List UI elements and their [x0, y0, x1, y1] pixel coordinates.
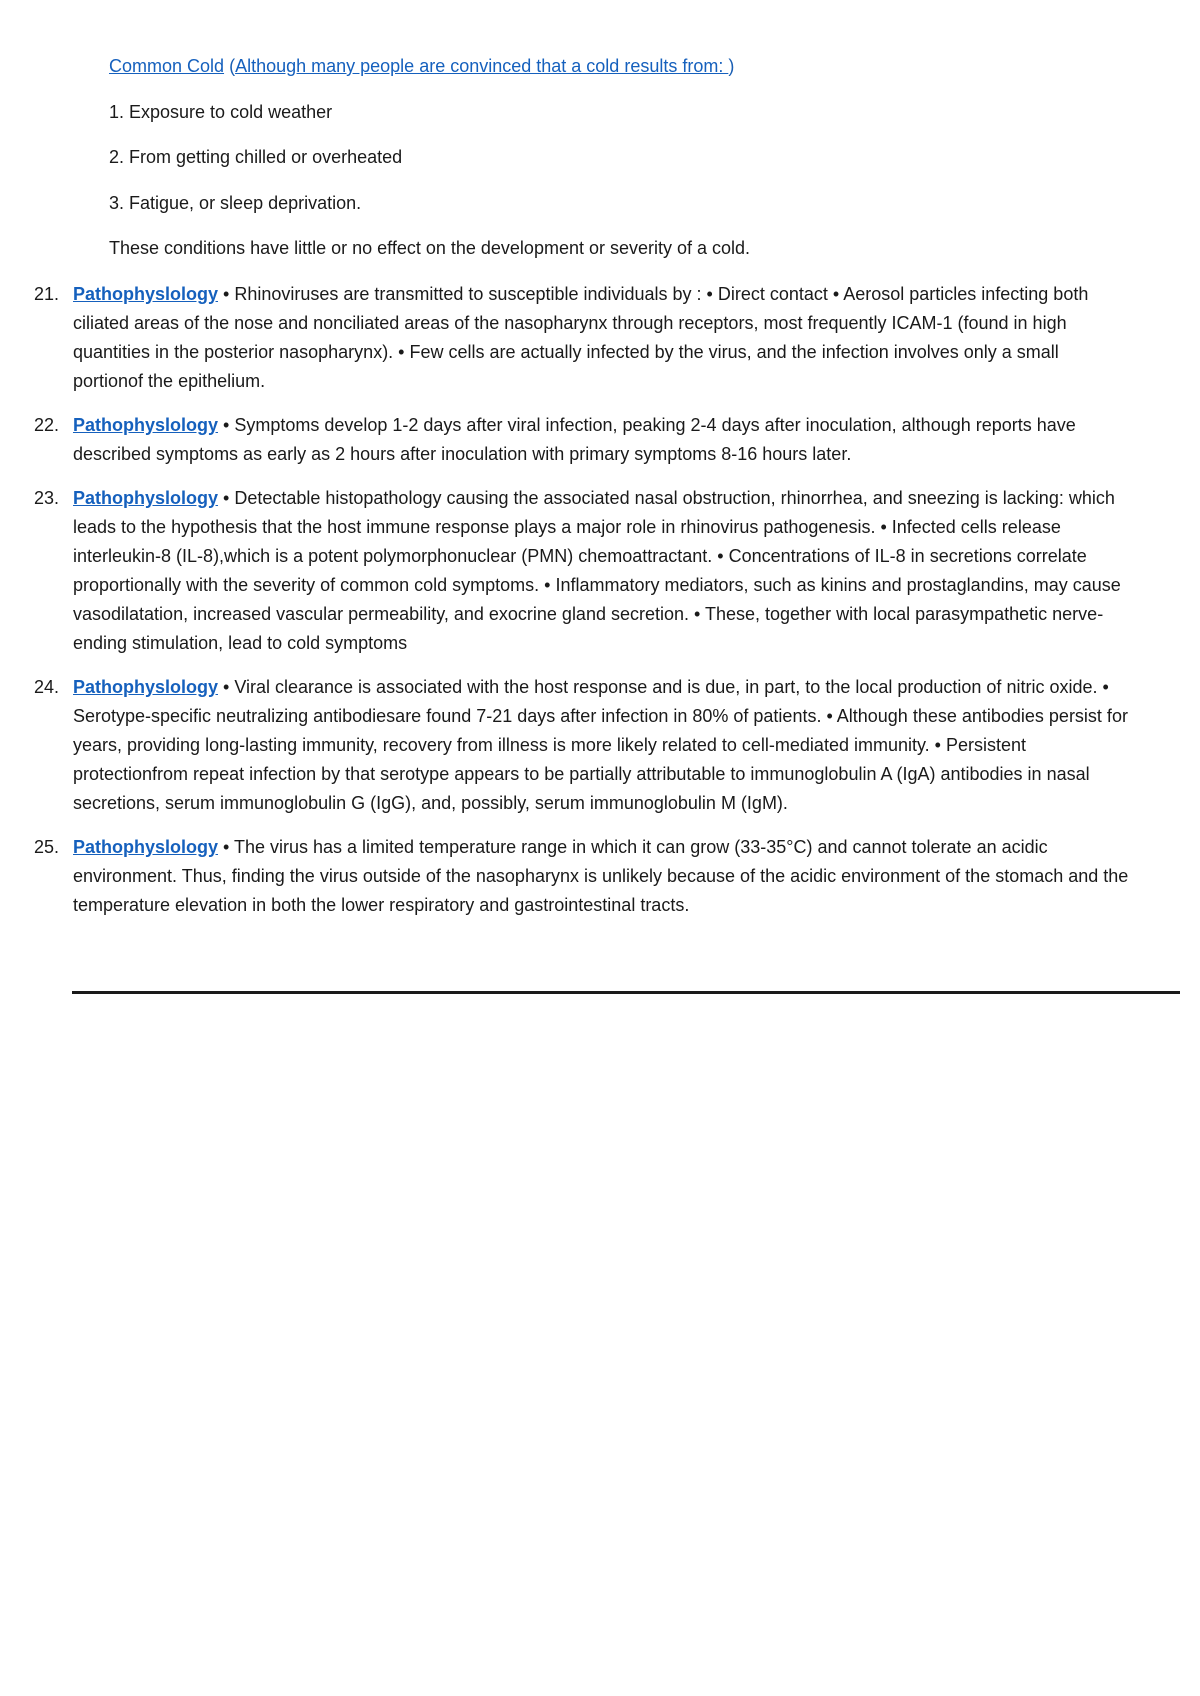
pathophysiology-link[interactable]: Pathophyslology [73, 837, 219, 857]
cause-item: 3. Fatigue, or sleep deprivation. [109, 192, 362, 213]
common-cold-link[interactable]: Common Cold [109, 56, 225, 76]
item-text: • Rhinoviruses are transmitted to susceptible individuals by : • Direct contact • Aerosol particles infecting both ciliated areas of the nose and nonciliated areas of the nasopharynx through receptors, most frequently ICAM-1 (found in high quantities in the posterior nasopharynx). • Few cells are actually infected by the virus, and the infection involves only a small portionof the epithelium. [73, 284, 1089, 391]
open-paren: ( [229, 56, 236, 76]
item-number: 24. [34, 677, 60, 697]
list-item [0, 833, 1200, 920]
list-item [0, 673, 1200, 818]
list-item [0, 484, 1200, 658]
pathophysiology-list [0, 280, 1200, 935]
item-number: 25. [34, 837, 60, 857]
cause-item: 2. From getting chilled or overheated [109, 147, 403, 167]
pathophysiology-link[interactable]: Pathophyslology [73, 488, 219, 508]
pathophysiology-link[interactable]: Pathophyslology [73, 284, 219, 304]
horizontal-rule [72, 991, 1180, 994]
list-item [0, 280, 1200, 396]
close-paren: ) [728, 56, 735, 76]
item-number: 22. [34, 415, 60, 435]
intro-section [109, 52, 1169, 280]
intro-title-line [109, 52, 1169, 81]
item-text: • Symptoms develop 1-2 days after viral infection, peaking 2-4 days after inoculation, although reports have described symptoms as early as 2 hours after inoculation with primary symptoms 8-16 hours later. [73, 415, 1076, 464]
cold-causes-link[interactable]: Although many people are convinced that a cold results from: [235, 56, 729, 76]
pathophysiology-link[interactable]: Pathophyslology [73, 677, 219, 697]
item-text: • The virus has a limited temperature range in which it can grow (33-35°C) and cannot tolerate an acidic environment. Thus, finding the virus outside of the nasopharynx is unlikely because of the acidic environment of the stomach and the temperature elevation in both the lower respiratory and gastrointestinal tracts. [73, 837, 1129, 915]
list-item [0, 411, 1200, 469]
intro-note: These conditions have little or no effect on the development or severity of a cold. [109, 238, 751, 258]
item-text: • Viral clearance is associated with the host response and is due, in part, to the local production of nitric oxide. • Serotype-specific neutralizing antibodiesare found 7-21 days after infection in 80% of patients. • Although these antibodies persist for years, providing long-lasting immunity, recovery from illness is more likely related to cell-mediated immunity. • Persistent protectionfrom repeat infection by that serotype appears to be partially attributable to immunoglobulin A (IgA) antibodies in nasal secretions, serum immunoglobulin G (IgG), and, possibly, serum immunoglobulin M (IgM). [73, 677, 1128, 813]
item-number: 21. [34, 284, 60, 304]
item-number: 23. [34, 488, 60, 508]
pathophysiology-link[interactable]: Pathophyslology [73, 415, 219, 435]
cause-item: 1. Exposure to cold weather [109, 101, 333, 122]
item-text: • Detectable histopathology causing the associated nasal obstruction, rhinorrhea, and sneezing is lacking: which leads to the hypothesis that the host immune response plays a major role in rhinovirus pathogenesis. • Infected cells release interleukin-8 (IL-8),which is a potent polymorphonuclear (PMN) chemoattractant. • Concentrations of IL-8 in secretions correlate proportionally with the severity of common cold symptoms. • Inflammatory mediators, such as kinins and prostaglandins, may cause vasodilatation, increased vascular permeability, and exocrine gland secretion. • These, together with local parasympathetic nerve-ending stimulation, lead to cold symptoms [73, 488, 1121, 653]
